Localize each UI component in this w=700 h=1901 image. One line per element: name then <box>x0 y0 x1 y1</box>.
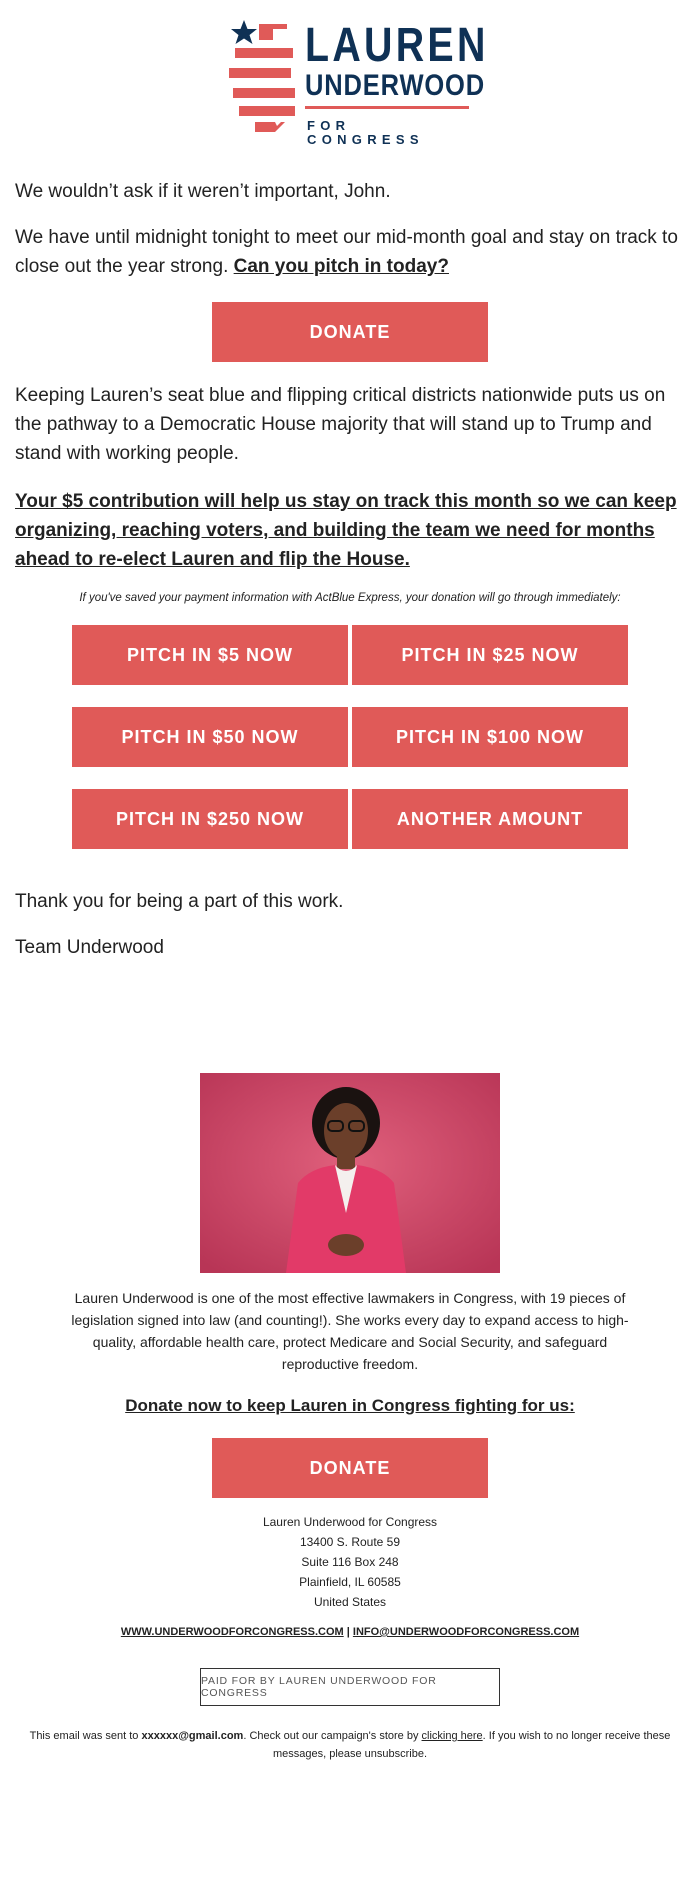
signature: Team Underwood <box>15 937 164 958</box>
candidate-bio: Lauren Underwood is one of the most effective lawmakers in Congress, with 19 pieces of legislation signed into law (and counting!). She works every day to expand access to high-quality, affordable health care, protect Medicare and Social Security, and safeguard reproductive freedom. <box>71 1290 629 1372</box>
footer-middle: . Check out our campaign's store by <box>243 1730 419 1742</box>
intro-text: We have until midnight tonight to meet our mid-month goal and stay on track to close out the year strong. <box>15 227 678 277</box>
paid-for-disclaimer: PAID FOR BY LAUREN UNDERWOOD FOR CONGRESS <box>200 1668 500 1706</box>
pitch-in-5-button[interactable]: PITCH IN $5 NOW <box>72 625 348 685</box>
pitch-in-250-button[interactable]: PITCH IN $250 NOW <box>72 789 348 849</box>
flag-state-icon <box>225 18 305 136</box>
footer-prefix: This email was sent to <box>29 1730 139 1742</box>
logo-surname: UNDERWOOD <box>305 69 486 102</box>
address-line: Plainfield, IL 60585 <box>299 1575 401 1589</box>
footer-suffix: . If you wish to no longer receive these messages, please unsubscribe. <box>272 1730 671 1760</box>
contribution-callout-link[interactable]: Your $5 contribution will help us stay on track this month so we can keep organizing, reaching voters, and building the team we need for months ahead to re-elect Lauren and flip the House. <box>15 491 677 570</box>
pitch-in-50-button[interactable]: PITCH IN $50 NOW <box>72 707 348 767</box>
thank-you-text: Thank you for being a part of this work. <box>15 891 344 912</box>
pitch-in-100-button[interactable]: PITCH IN $100 NOW <box>352 707 628 767</box>
logo-divider <box>305 106 469 109</box>
email-link[interactable]: INFO@UNDERWOODFORCONGRESS.COM <box>352 1626 580 1638</box>
intro-paragraph <box>15 223 685 281</box>
campaign-logo <box>225 18 489 147</box>
store-link[interactable]: clicking here <box>421 1730 483 1742</box>
logo-tagline: FOR CONGRESS <box>307 118 424 147</box>
address-line: United States <box>313 1595 387 1609</box>
donate-button[interactable]: DONATE <box>212 302 488 362</box>
actblue-express-note: If you've saved your payment information with ActBlue Express, your donation will go through immediately: <box>79 592 621 604</box>
link-separator: | <box>346 1626 350 1638</box>
contribution-callout <box>15 487 685 574</box>
address-line: Lauren Underwood for Congress <box>262 1515 438 1529</box>
address-line: 13400 S. Route 59 <box>299 1535 401 1549</box>
body-paragraph: Keeping Lauren’s seat blue and flipping critical districts nationwide puts us on the pathway to a Democratic House majority that will stand up to Trump and stand with working people. <box>15 385 666 464</box>
candidate-photo <box>200 1073 500 1273</box>
address-line: Suite 116 Box 248 <box>301 1555 399 1569</box>
donate-cta-text[interactable]: Donate now to keep Lauren in Congress fighting for us: <box>125 1396 575 1415</box>
website-link[interactable]: WWW.UNDERWOODFORCONGRESS.COM <box>120 1626 344 1638</box>
greeting-text: We wouldn’t ask if it weren’t important, John. <box>15 181 391 202</box>
pitch-in-link[interactable]: Can you pitch in today? <box>233 256 449 277</box>
logo-name: LAUREN <box>305 19 489 72</box>
mailing-address <box>15 1512 685 1612</box>
recipient-email: xxxxxx@gmail.com <box>141 1730 244 1742</box>
pitch-in-25-button[interactable]: PITCH IN $25 NOW <box>352 625 628 685</box>
footer-links <box>15 1626 685 1638</box>
donate-button-bottom[interactable]: DONATE <box>212 1438 488 1498</box>
another-amount-button[interactable]: ANOTHER AMOUNT <box>352 789 628 849</box>
footer-text <box>20 1727 680 1763</box>
